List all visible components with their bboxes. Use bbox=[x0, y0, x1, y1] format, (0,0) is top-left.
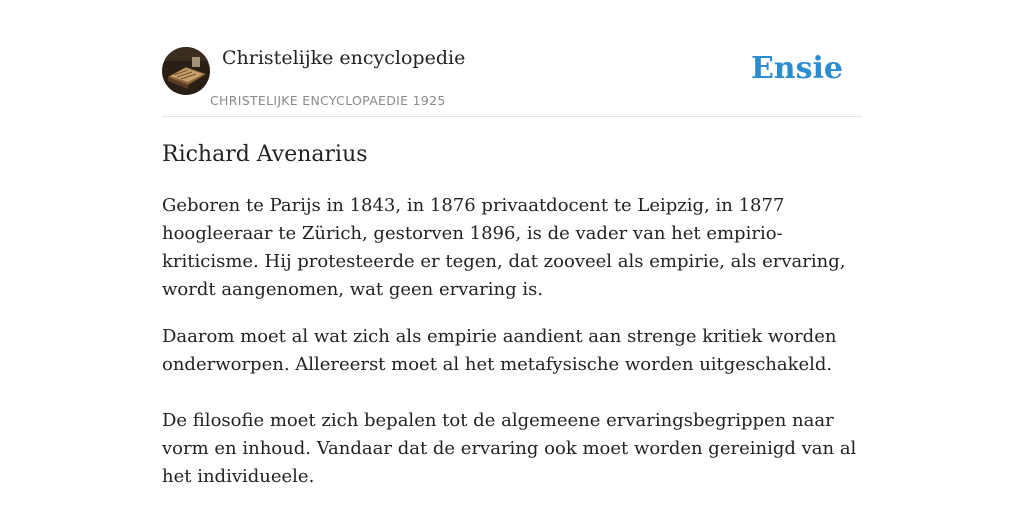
article-paragraph: Daarom moet al wat zich als empirie aandient aan strenge kritiek worden onderworpen. Allereerst moet al het metafysische worden uitgeschakeld. bbox=[162, 326, 837, 375]
encyclopedia-book-icon[interactable] bbox=[162, 47, 210, 95]
article-paragraph: De filosofie moet zich bepalen tot de algemeene ervaringsbegrippen naar vorm en inhoud. Vandaar dat de ervaring ook moet worden gereinigd van al het individueele. bbox=[162, 410, 857, 487]
article-title: Richard Avenarius bbox=[162, 142, 368, 167]
brand-logo[interactable]: Ensie bbox=[750, 51, 843, 86]
article bbox=[162, 140, 862, 491]
article-paragraph: Geboren te Parijs in 1843, in 1876 privaatdocent te Leipzig, in 1877 hoogleeraar te Zürich, gestorven 1896, is de vader van het empirio-kriticisme. Hij protesteerde er tegen, dat zooveel als empirie, als ervaring, wordt aangenomen, wat geen ervaring is. bbox=[162, 195, 846, 300]
site-header bbox=[162, 46, 862, 117]
site-name[interactable]: Christelijke encyclopedie bbox=[222, 47, 466, 69]
site-subtitle: CHRISTELIJKE ENCYCLOPAEDIE 1925 bbox=[210, 93, 446, 108]
